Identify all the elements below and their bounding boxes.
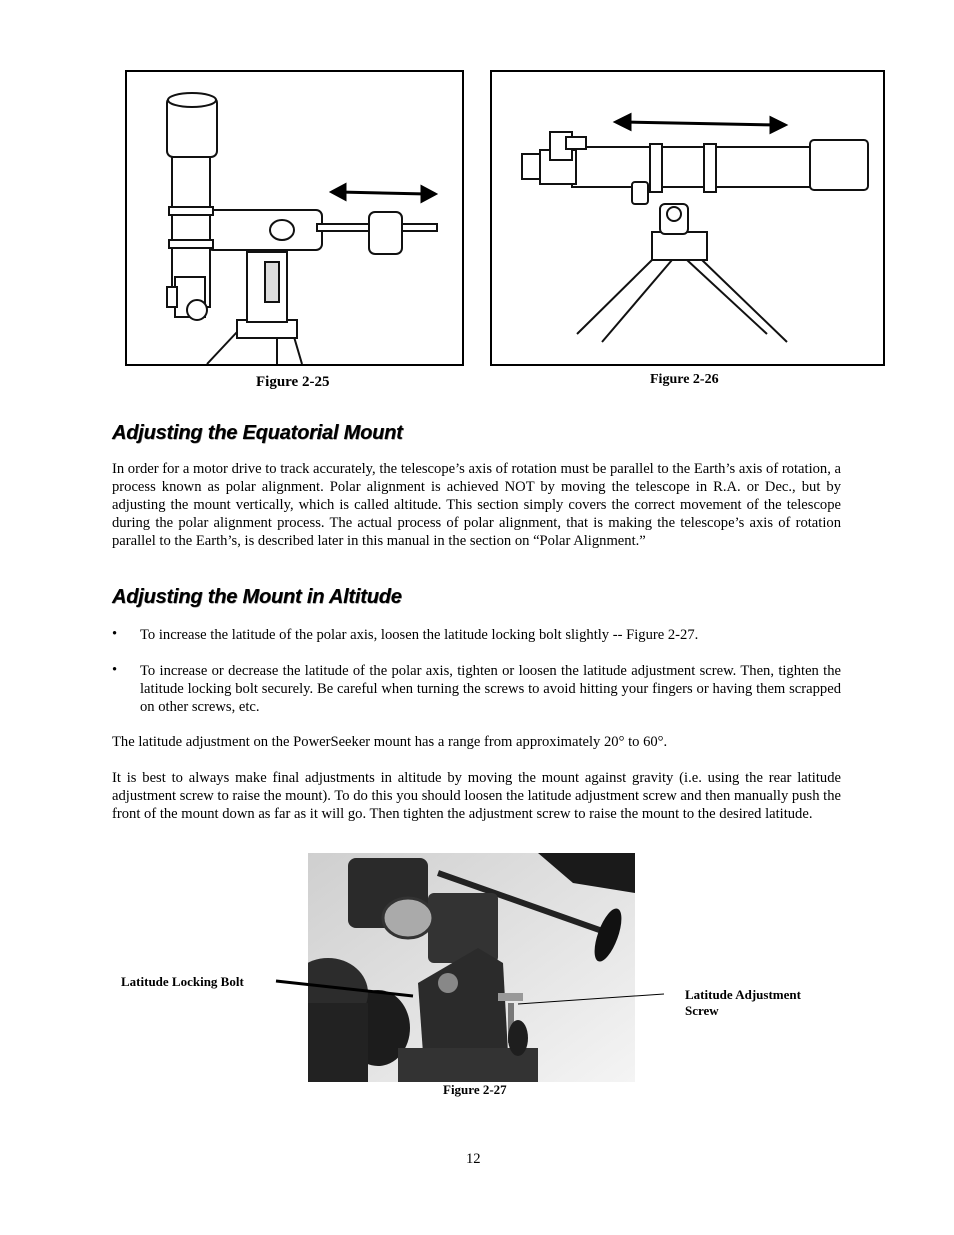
telescope-illustration-2-26 (492, 72, 883, 364)
figure-2-25-frame (125, 70, 464, 366)
figure-2-26-caption: Figure 2-26 (650, 372, 719, 387)
heading-mount-altitude: Adjusting the Mount in Altitude (112, 586, 402, 608)
figure-2-27-caption: Figure 2-27 (443, 1082, 507, 1097)
label-line: Latitude Adjustment (685, 987, 801, 1002)
page-number: 12 (466, 1151, 481, 1167)
paragraph-latitude-range: The latitude adjustment on the PowerSeeker mount has a range from approximately 20° to 60°. (112, 734, 668, 750)
paragraph-against-gravity: It is best to always make final adjustments in altitude by moving the mount against gravity (i.e. using the rear latitude adjustment screw to raise the mount). To do this you should loosen the latitude adjustment screw and then manually push the front of the mount down as far as it will go. Then tighten the adjustment screw to raise the mount to the desired latitude. (112, 770, 841, 822)
figure-2-26-frame (490, 70, 885, 366)
heading-equatorial-mount: Adjusting the Equatorial Mount (112, 422, 403, 444)
label-latitude-adjustment-screw (685, 987, 801, 1019)
telescope-illustration-2-25 (127, 72, 462, 364)
figure-2-25-caption: Figure 2-25 (256, 374, 330, 390)
bullet-symbol: • (112, 626, 118, 642)
mount-photo-illustration (308, 853, 635, 1082)
bullet-symbol: • (112, 662, 118, 678)
label-line: Screw (685, 1003, 719, 1018)
label-latitude-locking-bolt: Latitude Locking Bolt (121, 974, 244, 989)
bullet-item: To increase the latitude of the polar axis, loosen the latitude locking bolt slightly -- Figure 2-27. (140, 627, 699, 643)
bullet-item: To increase or decrease the latitude of the polar axis, tighten or loosen the latitude adjustment screw. Then, tighten the latitude locking bolt securely. Be careful when turning the screws to avoid hitting your fingers or having them scrapped on other screws, etc. (140, 663, 841, 715)
paragraph-equatorial-mount: In order for a motor drive to track accurately, the telescope’s axis of rotation must be parallel to the Earth’s axis of rotation, a process known as polar alignment. Polar alignment is achieved NOT by moving the telescope in R.A. or Dec., but by adjusting the mount vertically, which is called altitude. This section simply covers the correct movement of the telescope during the polar alignment process. The actual process of polar alignment, that is making the telescope’s axis of rotation parallel to the Earth’s, is described later in this manual in the section on “Polar Alignment.” (112, 461, 841, 549)
figure-2-27-photo (308, 853, 635, 1082)
